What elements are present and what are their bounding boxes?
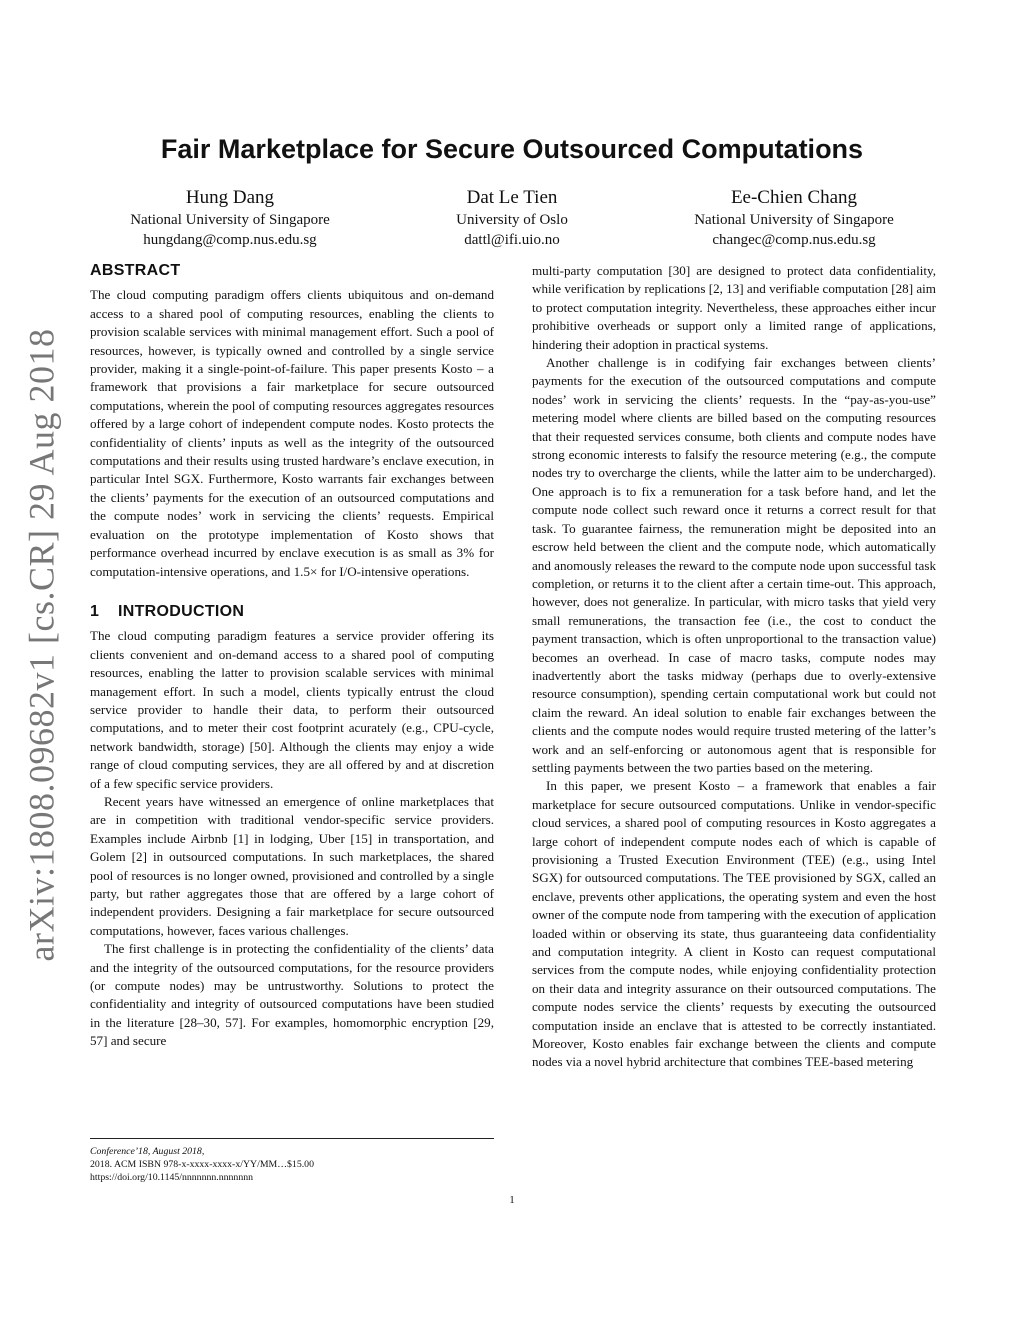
body-paragraph: In this paper, we present Kosto – a framework that enables a fair marketplace for secure outsourced computations. Unlike in vendor-specific cloud services, a shared pool of computing resources in Kosto aggregates a large cohort of independent compute nodes each of which is capable of provisioning a Trusted Execution Environment (TEE) (e.g., using Intel SGX) for outsourced computations. The TEE provisioned by SGX, called an enclave, prevents other applications, the operating system and even the host owner of the compute node from tampering with the execution of application loaded within or observing its state, thus guaranteeing data confidentiality and computation integrity. A client in Kosto can request computational services from the compute nodes, while enjoying confidentiality protection on their data and integrity assurance on their outsourced computations. The compute nodes service the clients’ requests by executing the outsourced computation inside an enclave that is attested to be correctly instantiated. Moreover, Kosto enables fair exchange between the clients and compute nodes via a novel hybrid architecture that combines TEE-based metering [532, 778, 936, 1070]
author-name: Hung Dang [185, 187, 275, 208]
author-name: Ee-Chien Chang [730, 187, 858, 208]
intro-paragraph: The cloud computing paradigm features a service provider offering its clients convenient and on-demand access to a shared pool of computing resources, enabling the latter to provision scalable services with minimal management effort. In such a model, clients typically entrust the cloud service provider to handle their data, to perform their outsourced computations, and to meter their cost footprint acurately (e.g., CPU-cycle, network bandwidth, storage) [50]. Although the clients may enjoy a wide range of cloud computing services, they are all offered by and at discretion of a few specific service providers. [90, 628, 494, 791]
author-affiliation: National University of Singapore [694, 212, 894, 228]
author-block [90, 186, 934, 250]
arxiv-stamp-text: arXiv:1808.09682v1 [cs.CR] 29 Aug 2018 [21, 328, 61, 962]
author-affiliation: University of Oslo [456, 212, 568, 228]
footnote [90, 1138, 494, 1184]
section-title: INTRODUCTION [118, 602, 245, 620]
footnote-doi-link[interactable]: https://doi.org/10.1145/nnnnnnn.nnnnnnn [90, 1172, 254, 1183]
right-column [532, 262, 936, 1072]
author-3 [654, 186, 934, 250]
author-1 [90, 186, 370, 250]
body-paragraph: multi-party computation [30] are designed to protect data confidentiality, while verification by replications [2, 13] and verifiable computation [28] aim to protect computation integrity. Nevertheless, these approaches either incur prohibitive overheads or support only a limited range of applications, hindering their adoption in practical systems. [532, 263, 936, 352]
author-email[interactable]: changec@comp.nus.edu.sg [712, 232, 876, 248]
author-name: Dat Le Tien [466, 187, 558, 208]
abstract-text: The cloud computing paradigm offers clients ubiquitous and on-demand access to a shared pool of computing resources, enabling the clients to provision scalable services with minimal management effort. Such a pool of resources, however, is typically owned and controlled by a single service provider, making it a single-point-of-failure. This paper presents Kosto – a framework that provisions a fair marketplace for secure outsourced computations, wherein the pool of computing resources aggregates resources offered by a large cohort of independent compute nodes. Kosto protects the confidentiality of clients’ inputs as well as the integrity of the outsourced computations and their results using trusted hardware’s enclave execution, in particular Intel SGX. Furthermore, Kosto warrants fair exchanges between the clients’ payments for the execution of an outsourced computations and the compute nodes’ work in servicing the clients’ requests. Empirical evaluation on the prototype implementation of Kosto shows that performance overhead incurred by enclave execution is as small as 3% for computation-intensive operations, and 1.5× for I/O-intensive operations. [90, 287, 494, 579]
abstract-heading: ABSTRACT [90, 262, 181, 279]
section-number: 1 [90, 602, 100, 620]
arxiv-stamp [6, 328, 76, 962]
author-email[interactable]: dattl@ifi.uio.no [464, 232, 560, 248]
left-column [90, 262, 494, 1051]
author-email[interactable]: hungdang@comp.nus.edu.sg [143, 232, 317, 248]
footnote-venue: Conference’18, August 2018, [90, 1146, 205, 1157]
paper-title: Fair Marketplace for Secure Outsourced Computations [160, 134, 864, 164]
footnote-isbn: 2018. ACM ISBN 978-x-xxxx-xxxx-x/YY/MM…$15.00 [90, 1159, 314, 1170]
page-number: 1 [509, 1194, 515, 1206]
author-affiliation: National University of Singapore [130, 212, 330, 228]
intro-heading [90, 603, 494, 621]
body-paragraph: Another challenge is in codifying fair exchanges between clients’ payments for the execution of the outsourced computations and compute nodes’ work in servicing the clients’ requests. In the “pay-as-you-use” metering model where clients are billed based on the computing resources that their requested services consume, both clients and compute nodes have strong economic interests to falsify the resource metering (e.g., the compute nodes try to overcharge the clients, while the latter aim to be undercharged). One approach is to fix a remuneration for a task before hand, and let the compute node collect such reward once it returns a correct result for that task. To guarantee fairness, the remuneration might be deposited into an escrow held between the client and the compute node, which automatically and anomously releases the reward to the compute node upon successful task completion, or returns it to the client after a certain time-out. This approach, however, does not generalize. In particular, with micro tasks that yield very small remunerations, the transaction fee (i.e., the cost to conduct the payment transaction, which is often unproportional to the transaction value) becomes an overhead. In case of macro tasks, compute nodes may inadvertently abort the tasks midway (perhaps due to overly-extensive resource consumption), spending certain computational work but could not claim the reward. An ideal solution to enable fair exchanges between the clients and the compute nodes would require trusted metering of the latter’s work and an self-enforcing or autonomous agent that is responsible for settling payments between the two parties based on the metering. [532, 355, 936, 775]
author-2 [372, 186, 652, 250]
intro-paragraph: Recent years have witnessed an emergence of online marketplaces that are in competition with traditional vendor-specific service providers. Examples include Airbnb [1] in lodging, Uber [15] in transportation, and Golem [2] in outsourced computations. In such marketplaces, the shared pool of resources is no longer owned, provisioned and controlled by a single party, but rather aggregates those that are offered by a large cohort of independent providers. Designing a fair marketplace for secure outsourced computations, however, faces various challenges. [90, 793, 494, 938]
intro-paragraph: The first challenge is in protecting the confidentiality of the clients’ data and the integrity of the outsourced computations, for the resource providers (or compute nodes) may be untrustworthy. Solutions to protect the confidentiality and integrity of outsourced computations have been studied in the literature [28–30, 57]. For examples, homomorphic encryption [29, 57] and secure [90, 941, 494, 1049]
